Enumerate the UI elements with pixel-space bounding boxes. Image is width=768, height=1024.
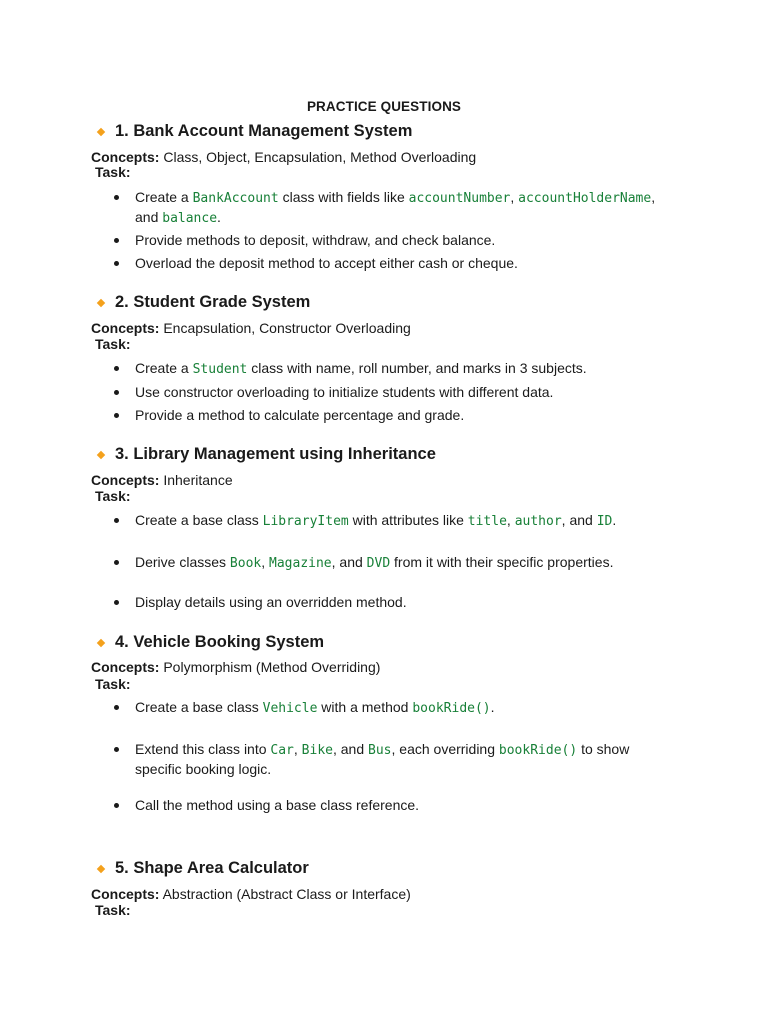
concepts-value: Abstraction (Abstract Class or Interface) [162, 886, 411, 902]
task-label: Task: [95, 902, 131, 918]
concepts-line [91, 886, 411, 902]
concepts-line [91, 149, 476, 165]
section-heading [96, 633, 324, 652]
list-item [114, 406, 674, 424]
concepts-value: Encapsulation, Constructor Overloading [163, 320, 411, 336]
inline-code: accountHolderName [518, 191, 652, 206]
concepts-value: Inheritance [163, 472, 233, 488]
bullet-dot-icon [114, 390, 119, 395]
inline-code: bookRide() [498, 743, 578, 758]
list-item [114, 254, 674, 272]
list-item-text: Call the method using a base class reference. [135, 797, 420, 813]
concepts-label: Concepts: [91, 472, 160, 488]
inline-code: Bus [368, 743, 392, 758]
section-title: 2. Student Grade System [115, 293, 311, 311]
diamond-bullet-icon [97, 638, 105, 646]
list-item-text: Display details using an overridden method. [135, 594, 407, 610]
bullet-dot-icon [114, 705, 119, 710]
list-item [114, 359, 674, 379]
concepts-label: Concepts: [91, 320, 160, 336]
bullet-dot-icon [114, 195, 119, 200]
list-item [114, 796, 674, 814]
list-item-text: Overload the deposit method to accept either cash or cheque. [135, 255, 518, 271]
bullet-dot-icon [114, 803, 119, 808]
section-heading [96, 445, 436, 464]
diamond-bullet-icon [97, 450, 105, 458]
inline-code: author [514, 514, 562, 529]
section-heading [96, 293, 310, 312]
inline-code: Book [229, 556, 262, 571]
list-item-text: Create a Student class with name, roll number, and marks in 3 subjects. [135, 360, 587, 377]
bullet-dot-icon [114, 238, 119, 243]
bullet-dot-icon [114, 413, 119, 418]
task-label: Task: [95, 336, 131, 352]
diamond-bullet-icon [97, 127, 105, 135]
list-item-text: Use constructor overloading to initialize students with different data. [135, 384, 554, 400]
inline-code: title [467, 514, 507, 529]
list-item-text: Provide methods to deposit, withdraw, and check balance. [135, 232, 496, 248]
concepts-line [91, 472, 233, 488]
diamond-bullet-icon [97, 864, 105, 872]
bullet-dot-icon [114, 600, 119, 605]
list-item [114, 553, 674, 573]
inline-code: LibraryItem [262, 514, 349, 529]
section-title: 1. Bank Account Management System [115, 122, 413, 140]
inline-code: Car [270, 743, 294, 758]
inline-code: Student [192, 362, 248, 377]
document-title: PRACTICE QUESTIONS [306, 99, 462, 114]
section-title: 5. Shape Area Calculator [115, 859, 309, 877]
list-item [114, 740, 674, 778]
task-label: Task: [95, 488, 131, 504]
inline-code: Magazine [269, 556, 332, 571]
list-item [114, 511, 674, 531]
inline-code: Bike [301, 743, 333, 758]
section-heading [96, 859, 309, 878]
concepts-value: Polymorphism (Method Overriding) [163, 659, 381, 675]
inline-code: bookRide() [412, 701, 491, 716]
list-item [114, 698, 674, 718]
list-item [114, 383, 674, 401]
inline-code: BankAccount [192, 191, 279, 206]
inline-code: Vehicle [262, 701, 318, 716]
bullet-dot-icon [114, 366, 119, 371]
concepts-value: Class, Object, Encapsulation, Method Overloading [163, 149, 477, 165]
list-item [114, 231, 674, 249]
inline-code: accountNumber [408, 191, 511, 206]
task-label: Task: [95, 676, 131, 692]
list-item-text: Extend this class into Car, Bike, and Bus, each overriding bookRide() to show specific booking logic. [135, 741, 630, 777]
section-title: 4. Vehicle Booking System [115, 633, 325, 651]
diamond-bullet-icon [97, 298, 105, 306]
bullet-dot-icon [114, 560, 119, 565]
inline-code: balance [162, 211, 218, 226]
list-item [114, 188, 674, 228]
list-item-text: Create a base class Vehicle with a method bookRide(). [135, 699, 495, 716]
list-item [114, 593, 674, 611]
inline-code: ID [596, 514, 613, 529]
concepts-line [91, 659, 380, 675]
concepts-line [91, 320, 411, 336]
list-item-text: Create a BankAccount class with fields like accountNumber, accountHolderName, and balance. [135, 189, 656, 226]
bullet-dot-icon [114, 518, 119, 523]
section-heading [96, 122, 412, 141]
section-title: 3. Library Management using Inheritance [115, 445, 436, 463]
concepts-label: Concepts: [91, 659, 160, 675]
concepts-label: Concepts: [91, 886, 160, 902]
inline-code: DVD [366, 556, 391, 571]
list-item-text: Create a base class LibraryItem with attributes like title, author, and ID. [135, 512, 617, 529]
concepts-label: Concepts: [91, 149, 160, 165]
bullet-dot-icon [114, 261, 119, 266]
task-label: Task: [95, 164, 131, 180]
list-item-text: Derive classes Book, Magazine, and DVD from it with their specific properties. [135, 554, 614, 571]
list-item-text: Provide a method to calculate percentage and grade. [135, 407, 465, 423]
bullet-dot-icon [114, 747, 119, 752]
